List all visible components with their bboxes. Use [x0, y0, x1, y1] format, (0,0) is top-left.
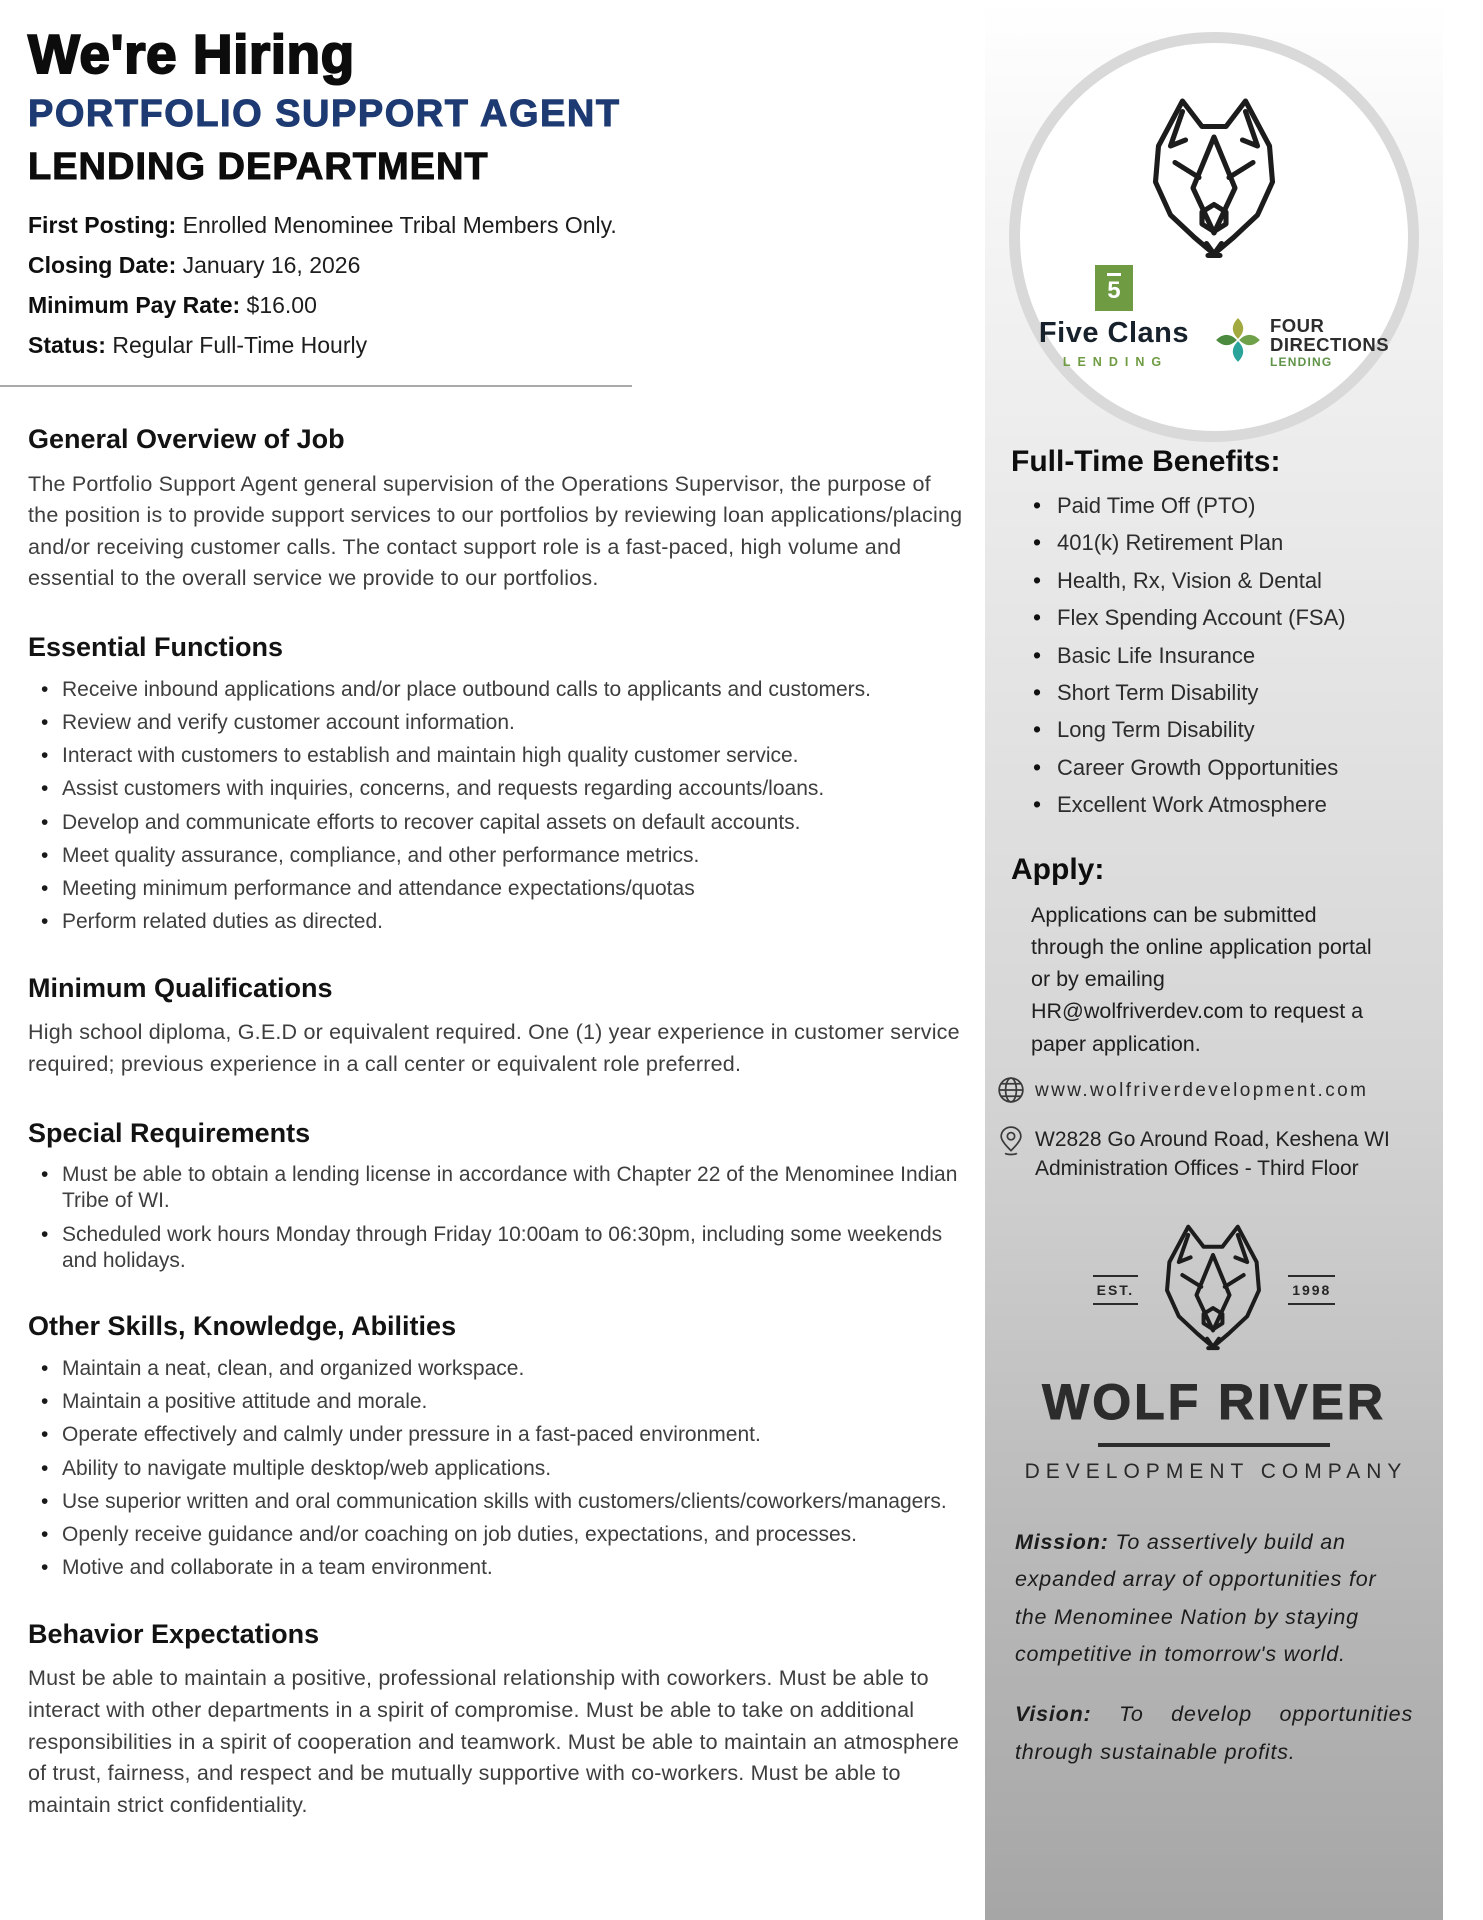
est-year: 1998 — [1288, 1275, 1335, 1305]
detail-first-posting: First Posting: Enrolled Menominee Tribal Members Only. — [28, 211, 617, 238]
five-clans-sub: LENDING — [1062, 355, 1169, 369]
list-item: • Maintain a neat, clean, and organized workspace. — [62, 1356, 963, 1382]
section-behavior-expectations — [28, 1620, 963, 1822]
list-item: • Ability to navigate multiple desktop/web applications. — [62, 1456, 963, 1482]
list-item: • Interact with customers to establish and maintain high quality customer service. — [62, 743, 963, 769]
vision-statement: Vision: To develop opportunities through sustainable profits. — [1015, 1702, 1413, 1764]
section-heading: Behavior Expectations — [28, 1618, 320, 1649]
section-general-overview — [28, 425, 963, 595]
section-other-skills — [28, 1312, 963, 1581]
section-heading: Minimum Qualifications — [28, 972, 333, 1003]
globe-icon — [997, 1076, 1025, 1109]
detail-status: Status: Regular Full-Time Hourly — [28, 331, 368, 358]
website-url: www.wolfriverdevelopment.com — [1035, 1079, 1369, 1101]
list-item: • Motive and collaborate in a team environment. — [62, 1555, 963, 1581]
section-heading: Special Requirements — [28, 1117, 311, 1148]
list-item: • Review and verify customer account information. — [62, 710, 963, 736]
list-item: • 401(k) Retirement Plan — [1057, 530, 1443, 556]
list-item: • Long Term Disability — [1057, 717, 1443, 743]
detail-closing-date: Closing Date: January 16, 2026 — [28, 251, 361, 278]
address-row — [997, 1125, 1443, 1184]
department-title: LENDING DEPARTMENT — [28, 146, 489, 189]
detail-pay-rate: Minimum Pay Rate: $16.00 — [28, 291, 317, 318]
website-row — [997, 1076, 1443, 1109]
wolf-head-icon — [1154, 1222, 1272, 1359]
posting-details — [28, 212, 963, 359]
section-heading: General Overview of Job — [28, 423, 345, 454]
list-item: • Excellent Work Atmosphere — [1057, 792, 1443, 818]
section-heading: Other Skills, Knowledge, Abilities — [28, 1311, 457, 1342]
list-item: • Career Growth Opportunities — [1057, 755, 1443, 781]
list-item: • Meeting minimum performance and attendance expectations/quotas — [62, 876, 963, 902]
list-item: • Assist customers with inquiries, concerns, and requests regarding accounts/loans. — [62, 776, 963, 802]
main-column — [28, 24, 963, 1821]
list-item: • Basic Life Insurance — [1057, 643, 1443, 669]
list-item: • Use superior written and oral communication skills with customers/clients/coworkers/managers. — [62, 1489, 963, 1515]
company-tagline: DEVELOPMENT COMPANY — [1024, 1459, 1408, 1483]
section-special-requirements — [28, 1119, 963, 1275]
list-item: • Flex Spending Account (FSA) — [1057, 605, 1443, 631]
list-item: • Must be able to obtain a lending license in accordance with Chapter 22 of the Menominee Indian Tribe of WI. — [62, 1162, 963, 1215]
benefits-list — [985, 493, 1443, 819]
section-essential-functions — [28, 633, 963, 936]
benefits-heading: Full-Time Benefits: — [1011, 445, 1281, 478]
list-item: • Scheduled work hours Monday through Friday 10:00am to 06:30pm, including some weekends and holidays. — [62, 1222, 963, 1275]
page-title: We're Hiring — [28, 23, 355, 85]
section-minimum-qualifications — [28, 974, 963, 1081]
company-logo-block — [985, 1222, 1443, 1484]
qualifications-paragraph: High school diploma, G.E.D or equivalent required. One (1) year experience in customer service required; previous experience in a call center or equivalent role preferred. — [28, 1020, 960, 1076]
location-pin-icon — [997, 1125, 1025, 1162]
address-text: W2828 Go Around Road, Keshena WI Administration Offices - Third Floor — [1035, 1127, 1390, 1181]
five-clans-badge-icon: 5 — [1095, 265, 1133, 311]
five-clans-name: Five Clans — [1038, 317, 1189, 349]
list-item: • Maintain a positive attitude and morale. — [62, 1389, 963, 1415]
four-directions-logo: FOUR DIRECTIONS LENDING — [1215, 316, 1389, 369]
sidebar-panel — [985, 0, 1443, 1920]
apply-heading: Apply: — [1011, 852, 1105, 886]
list-item: • Perform related duties as directed. — [62, 909, 963, 935]
list-item: • Operate effectively and calmly under pressure in a fast-paced environment. — [62, 1422, 963, 1448]
list-item: • Openly receive guidance and/or coaching on job duties, expectations, and processes. — [62, 1522, 963, 1548]
company-divider — [1098, 1443, 1330, 1447]
list-item: • Health, Rx, Vision & Dental — [1057, 568, 1443, 594]
overview-paragraph: The Portfolio Support Agent general supervision of the Operations Supervisor, the purpose of the position is to provide support services to our portfolios by reviewing loan applications/placing and/or receiving customer calls. The contact support role is a fast-paced, high volume and essential to the overall service we provide to our portfolios. — [28, 471, 963, 591]
behavior-paragraph: Must be able to maintain a positive, professional relationship with coworkers. Must be able to interact with other departments in a spirit of compromise. Must be able to take on additional responsibilities in a spirit of cooperation and teamwork. Must be able to maintain an atmosphere of trust, fairness, and respect and be mutually supportive with co-workers. Must be able to maintain strict confidentiality. — [28, 1666, 960, 1817]
list-item: • Receive inbound applications and/or place outbound calls to applicants and customers. — [62, 677, 963, 703]
list-item: • Develop and communicate efforts to recover capital assets on default accounts. — [62, 810, 963, 836]
special-requirements-list — [28, 1162, 963, 1274]
mission-statement: Mission: To assertively build an expanded array of opportunities for the Menominee Nation by staying competitive in tomorrow's world. — [1015, 1529, 1377, 1667]
list-item: • Meet quality assurance, compliance, and other performance metrics. — [62, 843, 963, 869]
job-role-title: PORTFOLIO SUPPORT AGENT — [28, 92, 621, 135]
essential-functions-list — [28, 677, 963, 936]
list-item: • Paid Time Off (PTO) — [1057, 493, 1443, 519]
apply-paragraph: Applications can be submitted through the online application portal or by emailing HR@wolfriverdev.com to request a paper application. — [1031, 902, 1372, 1056]
est-label: EST. — [1093, 1275, 1139, 1305]
section-heading: Essential Functions — [28, 631, 284, 662]
company-name: WOLF RIVER — [1042, 1373, 1386, 1430]
other-skills-list — [28, 1356, 963, 1582]
section-divider — [0, 385, 632, 387]
list-item: • Short Term Disability — [1057, 680, 1443, 706]
